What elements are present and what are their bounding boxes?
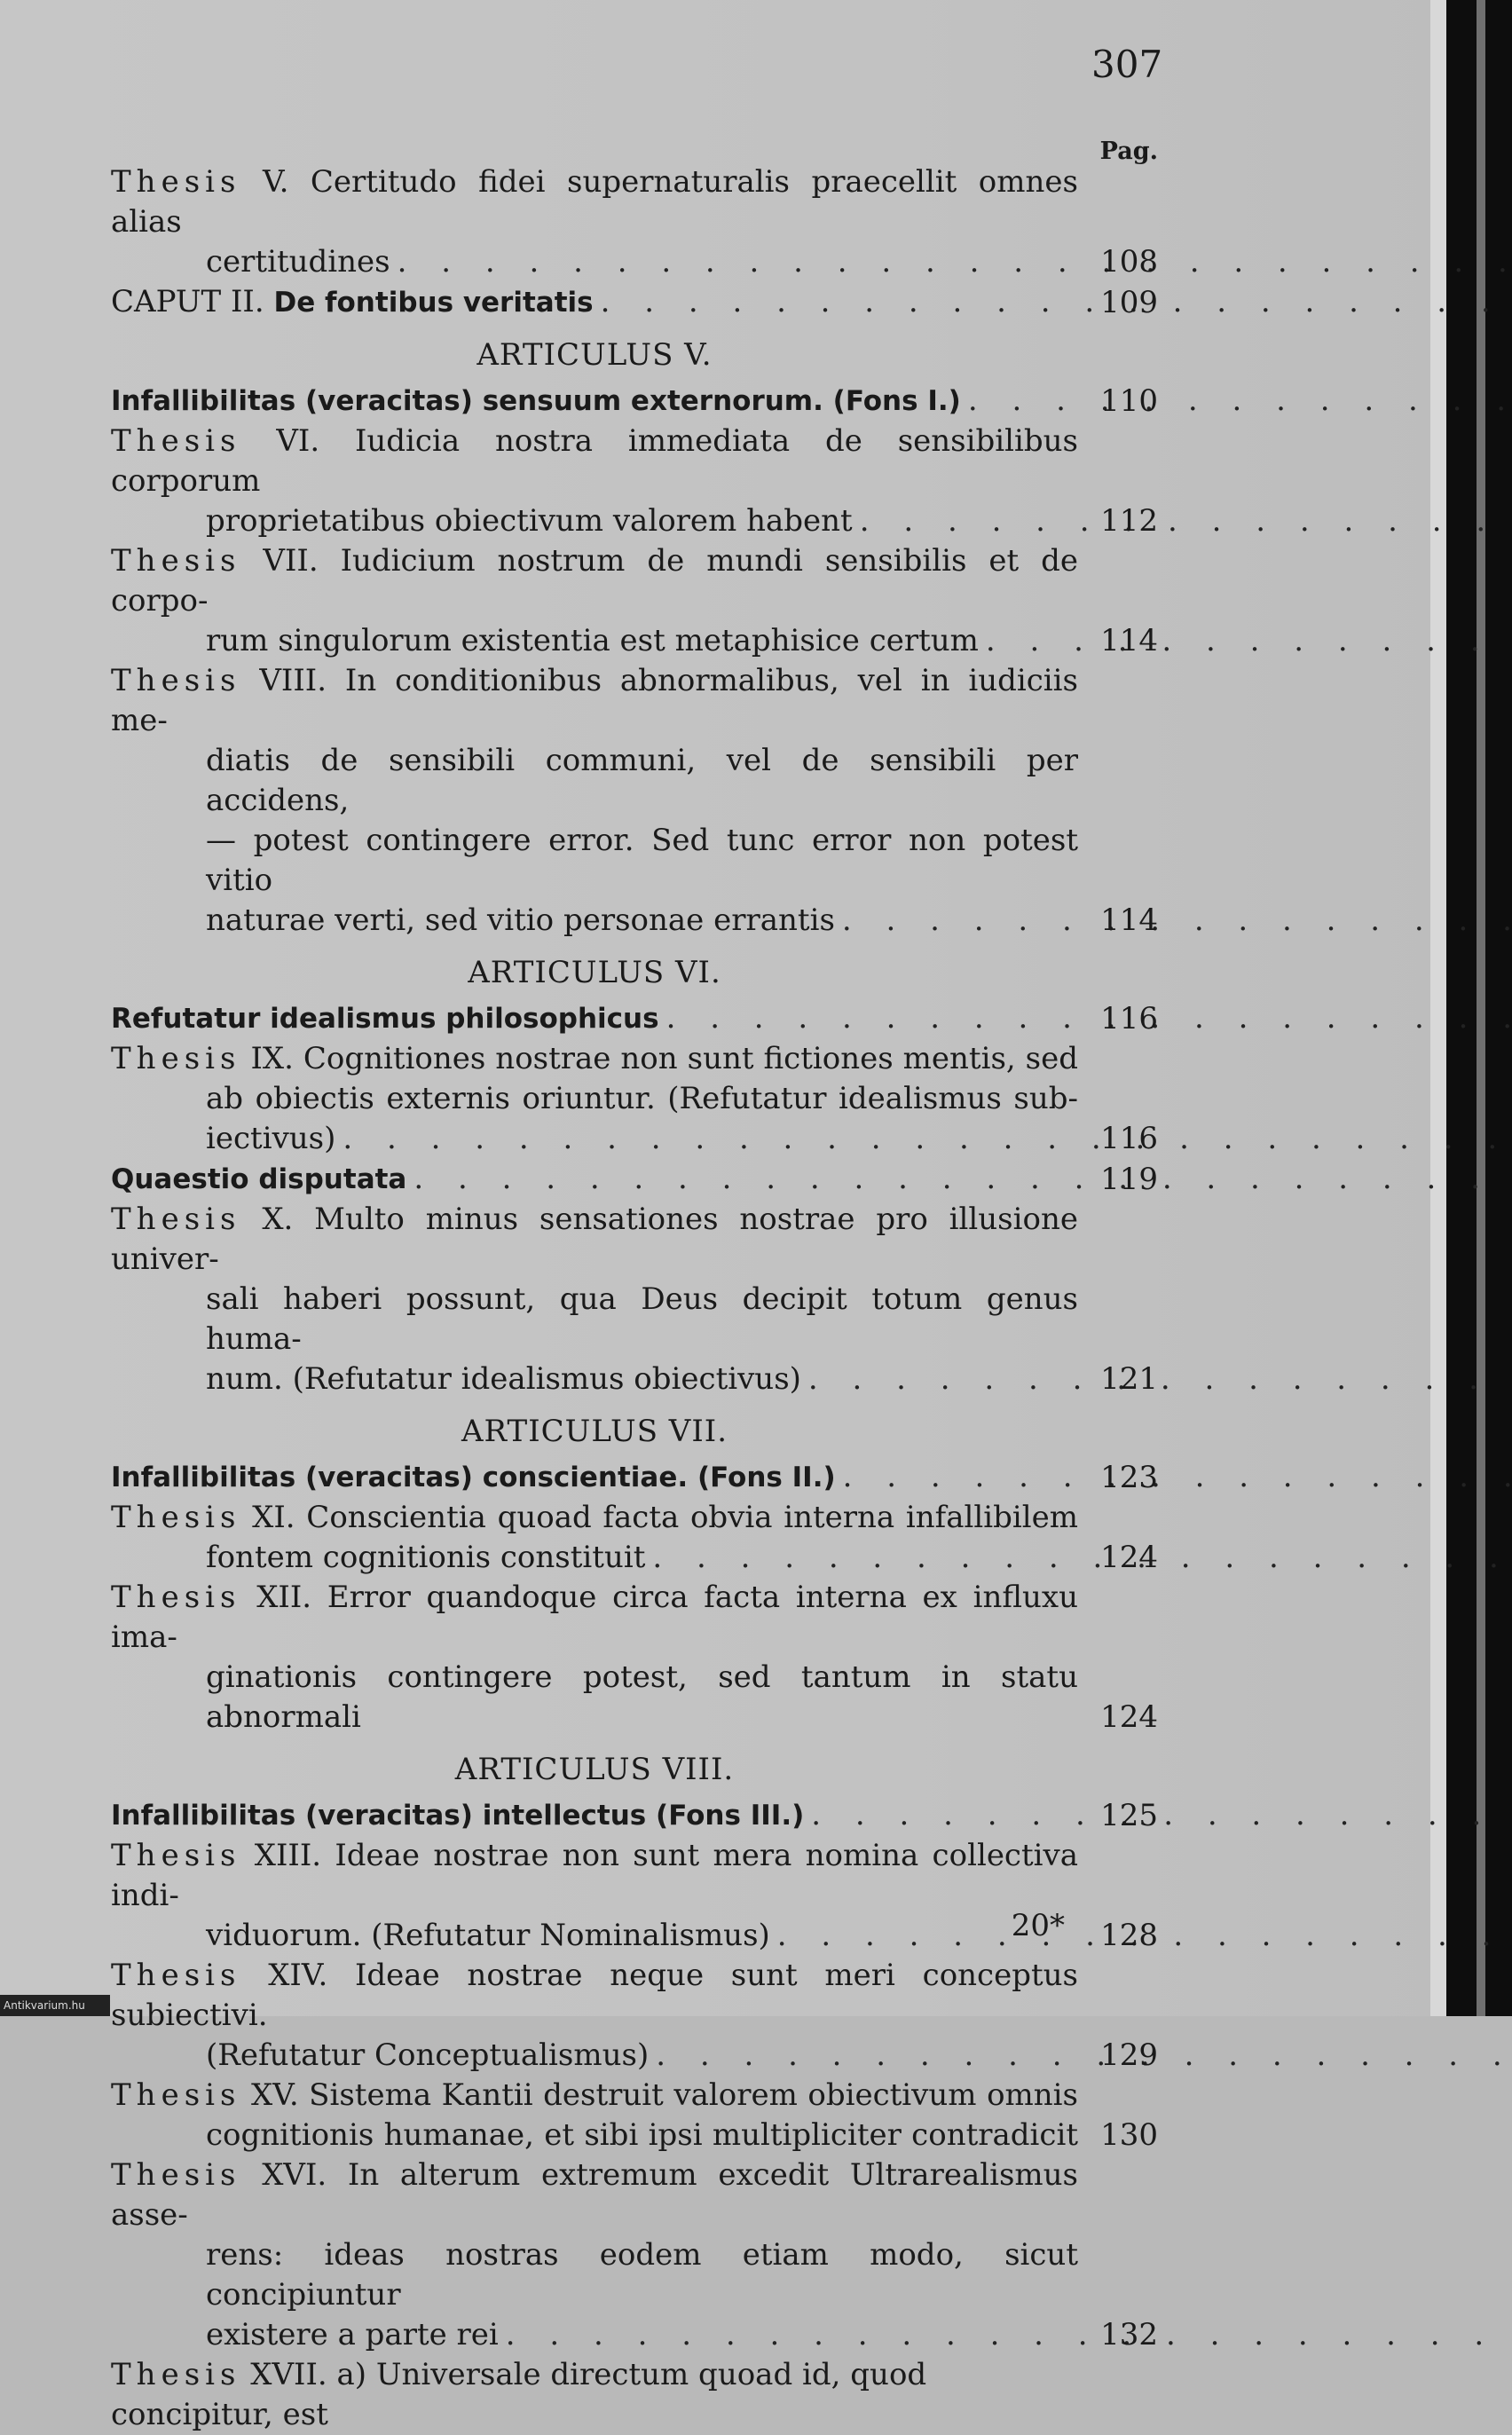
article-heading: ARTICULUS VII. [461,1414,728,1449]
thesis-prefix: Thesis [111,1958,241,1993]
table-of-contents [111,162,1158,2435]
entry-text: certitudines [206,244,390,280]
thesis-prefix: Thesis [111,423,241,459]
entry-text: VII. Iudicium nostrum de mundi sensibilis et de corpo- [111,543,1078,619]
dot-leader [842,902,1512,938]
entry-line [111,1956,1078,2036]
entry-line [111,381,1078,422]
pag-column-label: Pag. [1099,138,1158,165]
page-ref: 108 [1100,244,1158,280]
section-title: Infallibilitas (veracitas) conscientiae. (Fons II.) [111,1462,836,1493]
dot-leader [811,1797,1512,1832]
entry-text: fontem cognitionis constituit [206,1540,646,1575]
entry-line [111,1795,1078,1836]
entry-line [111,661,1078,741]
thesis-prefix: Thesis [111,164,241,200]
entry-text: rens: ideas nostras eodem etiam modo, sicut concipiuntur [206,2237,1078,2313]
section-title: Infallibilitas (veracitas) sensuum externorum. (Fons I.) [111,385,961,417]
thesis-entry [111,661,1158,941]
entry-line [111,621,1078,661]
entry-text: ab obiectis externis oriuntur. (Refutatur idealismus sub- [206,1081,1078,1116]
entry-text: (Refutatur Conceptualismus) [206,2037,650,2073]
entry-text: XVII. a) Universale directum quoad id, quod concipitur, est [111,2357,927,2432]
dot-leader [808,1361,1512,1397]
entry-line [111,821,1078,901]
entry-line [111,1280,1078,1359]
entry-text: num. (Refutatur idealismus obiectivus) [206,1361,801,1397]
page-ref: 121 [1100,1361,1158,1397]
article-heading: ARTICULUS VIII. [454,1752,735,1787]
section-entry [111,998,1158,1039]
entry-line [111,1200,1078,1280]
entry-line [111,2315,1078,2355]
signature-mark: 20* [1011,1908,1065,1943]
section-entry [111,1457,1158,1498]
entry-text: diatis de sensibili communi, vel de sensibili per accidens, [206,743,1078,818]
dot-leader [506,2317,1512,2352]
entry-line [111,2355,1078,2435]
section-title: Quaestio disputata [111,1163,407,1195]
thesis-entry [111,541,1158,661]
entry-line [111,162,1078,242]
dot-leader [601,284,1512,319]
entry-line [111,541,1078,621]
entry-line [111,741,1078,821]
page-ref: 114 [1100,902,1158,938]
page-ref: 112 [1100,503,1158,539]
page-ref: 116 [1100,1121,1158,1156]
thesis-prefix: Thesis [111,1500,241,1535]
entry-text: XII. Error quandoque circa facta interna ex influxu ima- [111,1580,1078,1655]
caput-entry [111,282,1158,323]
page-ref: 123 [1100,1460,1158,1495]
dot-leader [968,382,1512,418]
entry-line [111,242,1078,282]
page-ref: 132 [1100,2317,1158,2352]
page-ref: 124 [1100,1540,1158,1575]
thesis-prefix: Thesis [111,663,241,698]
thesis-prefix: Thesis [111,1838,241,1873]
entry-line [111,1079,1078,1119]
entry-line [111,2036,1078,2076]
thesis-entry [111,2076,1158,2155]
thesis-prefix: Thesis [111,2077,241,2113]
entry-line [111,901,1078,941]
dot-leader [398,244,1512,280]
dot-leader [652,1540,1512,1575]
page-number: 307 [1091,43,1163,86]
dot-leader [413,1161,1512,1196]
entry-line [111,422,1078,501]
entry-line [111,998,1078,1039]
thesis-entry [111,1200,1158,1399]
entry-text: XI. Conscientia quoad facta obvia interna infallibilem [252,1500,1079,1535]
entry-text: cognitionis humanae, et sibi ipsi multipliciter contradicit [206,2117,1078,2153]
entry-text: naturae verti, sed vitio personae errantis [206,902,835,938]
entry-text: VIII. In conditionibus abnormalibus, vel in iudiciis me- [111,663,1079,738]
dot-leader [656,2037,1512,2073]
entry-text: proprietatibus obiectivum valorem habent [206,503,853,539]
thesis-entry [111,422,1158,541]
thesis-entry [111,2155,1158,2355]
entry-text: VI. Iudicia nostra immediata de sensibilibus corporum [111,423,1078,499]
entry-line [111,2076,1078,2116]
dot-leader [343,1121,1512,1156]
entry-text: — potest contingere error. Sed tunc error non potest vitio [206,823,1078,898]
section-title: Refutatur idealismus philosophicus [111,1003,659,1035]
thesis-entry [111,1039,1158,1159]
page-ref: 130 [1100,2117,1158,2153]
dot-leader [986,623,1512,658]
entry-text: X. Multo minus sensationes nostrae pro illusione univer- [111,1202,1078,1277]
page-ref: 119 [1100,1162,1158,1197]
entry-line [111,1159,1078,1200]
entry-text: XV. Sistema Kantii destruit valorem obiectivum omnis [251,2077,1078,2113]
entry-line [111,1916,1078,1956]
entry-text: V. Certitudo fidei supernaturalis praecellit omnes alias [111,164,1078,240]
entry-text: XIV. Ideae nostrae neque sunt meri conceptus subiectivi. [111,1958,1078,2033]
page-ref: 114 [1100,623,1158,658]
entry-line [111,501,1078,541]
entry-text: XIII. Ideae nostrae non sunt mera nomina collectiva indi- [111,1838,1078,1913]
entry-text: iectivus) [206,1121,336,1156]
thesis-prefix: Thesis [111,1202,241,1237]
page-ref: 109 [1100,285,1158,320]
entry-text: rum singulorum existentia est metaphisice certum [206,623,979,658]
entry-line [111,1457,1078,1498]
entry-line [111,1538,1078,1578]
source-credit: Antikvarium.hu [0,1995,110,2016]
thesis-prefix: Thesis [111,2357,241,2392]
entry-text: sali haberi possunt, qua Deus decipit totum genus huma- [206,1281,1078,1357]
entry-text: IX. Cognitiones nostrae non sunt fictiones mentis, sed [250,1041,1078,1076]
section-entry [111,1159,1158,1200]
section-title: Infallibilitas (veracitas) intellectus (Fons III.) [111,1800,805,1832]
entry-text: existere a parte rei [206,2317,499,2352]
page-ref: 116 [1100,1001,1158,1036]
caput-title: De fontibus veritatis [273,287,594,319]
section-entry [111,1795,1158,1836]
entry-line [111,1836,1078,1916]
thesis-prefix: Thesis [111,1580,241,1615]
entry-text: ginationis contingere potest, sed tantum in statu abnormali [206,1659,1078,1735]
entry-text: XVI. In alterum extremum excedit Ultrarealismus asse- [111,2157,1079,2233]
entry-line [111,282,1078,323]
section-entry [111,381,1158,422]
entry-line [111,1498,1078,1538]
thesis-prefix: Thesis [111,543,241,579]
entry-text: viduorum. (Refutatur Nominalismus) [206,1918,770,1953]
thesis-prefix: Thesis [111,1041,241,1076]
page-ref: 125 [1100,1798,1158,1833]
page-ref: 124 [1100,1699,1158,1735]
thesis-prefix: Thesis [111,2157,241,2193]
thesis-entry [111,1498,1158,1578]
page-ref: 129 [1100,2037,1158,2073]
page-ref: 128 [1100,1918,1158,1953]
article-heading: ARTICULUS V. [476,337,713,373]
page-ref: 110 [1100,383,1158,419]
entry-line [111,2116,1078,2155]
entry-line [111,1359,1078,1399]
entry-line [111,1119,1078,1159]
entry-line [111,2235,1078,2315]
thesis-entry [111,162,1158,282]
dot-leader [860,503,1512,539]
caput-prefix: CAPUT II. [111,284,264,319]
entry-line [111,2155,1078,2235]
entry-line [111,1039,1078,1079]
thesis-entry [111,1578,1158,1738]
article-heading: ARTICULUS VI. [468,955,721,990]
entry-line [111,1578,1078,1658]
thesis-entry [111,2355,1158,2435]
entry-line [111,1658,1078,1738]
dot-leader [843,1459,1512,1494]
